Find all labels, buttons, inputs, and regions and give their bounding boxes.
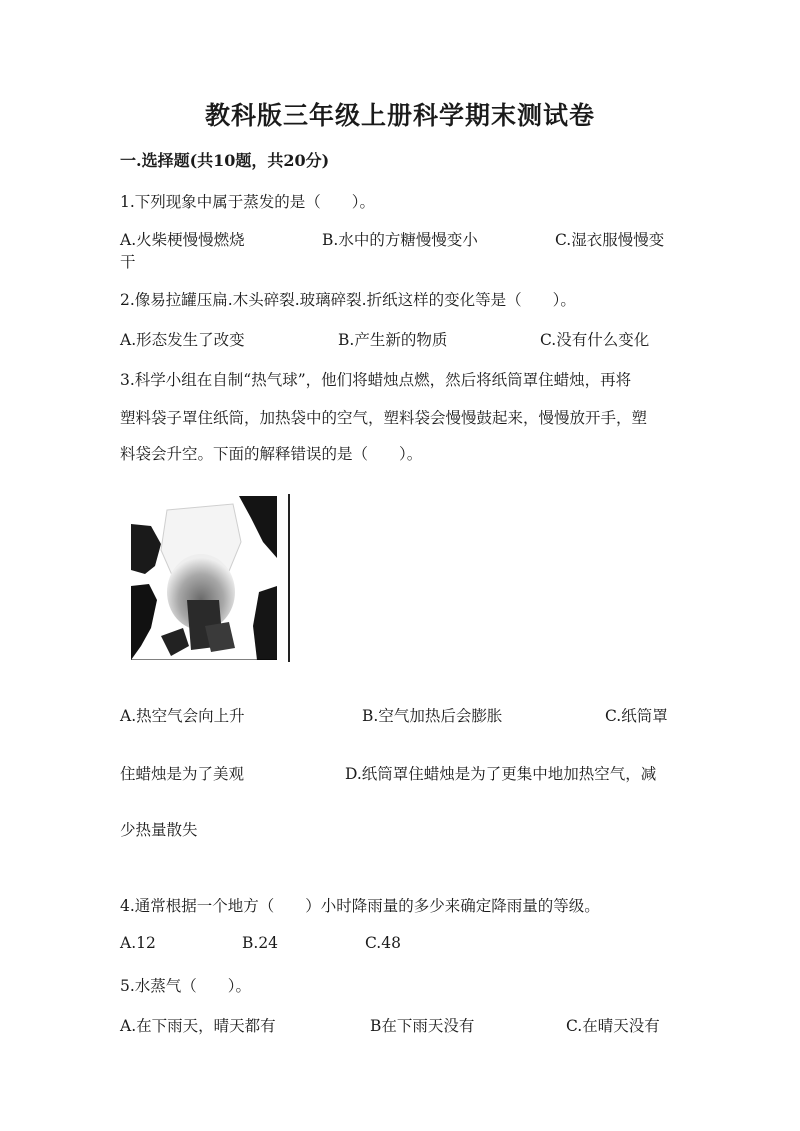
question-5-stem: 5.水蒸气（ ）。: [120, 977, 252, 995]
vertical-divider: [288, 494, 290, 662]
question-5-option-b: B在下雨天没有: [370, 1017, 475, 1035]
question-1-option-c-continued: 干: [120, 253, 136, 271]
question-4-option-a: A.12: [120, 934, 156, 952]
question-5-option-a: A.在下雨天，晴天都有: [120, 1017, 276, 1035]
question-2-option-a: A.形态发生了改变: [120, 331, 245, 349]
question-3-line-3: 料袋会升空。下面的解释错误的是（ ）。: [120, 445, 423, 463]
question-5-option-c: C.在晴天没有: [566, 1017, 660, 1035]
question-4-option-c: C.48: [365, 934, 401, 952]
hot-air-balloon-photo: [131, 496, 277, 660]
question-3-option-c: C.纸筒罩: [605, 707, 668, 725]
question-3-option-b: B.空气加热后会膨胀: [362, 707, 503, 725]
question-4-stem: 4.通常根据一个地方（ ）小时降雨量的多少来确定降雨量的等级。: [120, 897, 600, 915]
question-3-option-c-continued: 住蜡烛是为了美观: [120, 765, 245, 783]
page-title: 教科版三年级上册科学期末测试卷: [204, 101, 595, 130]
question-3-option-d-continued: 少热量散失: [120, 821, 198, 839]
question-3-line-2: 塑料袋子罩住纸筒，加热袋中的空气，塑料袋会慢慢鼓起来，慢慢放开手，塑: [120, 409, 648, 427]
question-3-option-a: A.热空气会向上升: [120, 707, 245, 725]
question-2-stem: 2.像易拉罐压扁.木头碎裂.玻璃碎裂.折纸这样的变化等是（ ）。: [120, 291, 576, 309]
question-1-option-c: C.湿衣服慢慢变: [555, 231, 665, 249]
question-3-option-d: D.纸筒罩住蜡烛是为了更集中地加热空气，减: [345, 765, 657, 783]
question-2-option-b: B.产生新的物质: [338, 331, 448, 349]
question-2-option-c: C.没有什么变化: [540, 331, 650, 349]
question-1-stem: 1.下列现象中属于蒸发的是（ ）。: [120, 193, 376, 211]
question-3-line-1: 3.科学小组在自制“热气球”，他们将蜡烛点燃，然后将纸筒罩住蜡烛，再将: [120, 371, 632, 389]
question-1-option-b: B.水中的方糖慢慢变小: [322, 231, 478, 249]
section-heading: 一.选择题(共10题，共20分): [120, 151, 330, 170]
question-1-option-a: A.火柴梗慢慢燃烧: [120, 231, 245, 249]
question-4-option-b: B.24: [242, 934, 279, 952]
